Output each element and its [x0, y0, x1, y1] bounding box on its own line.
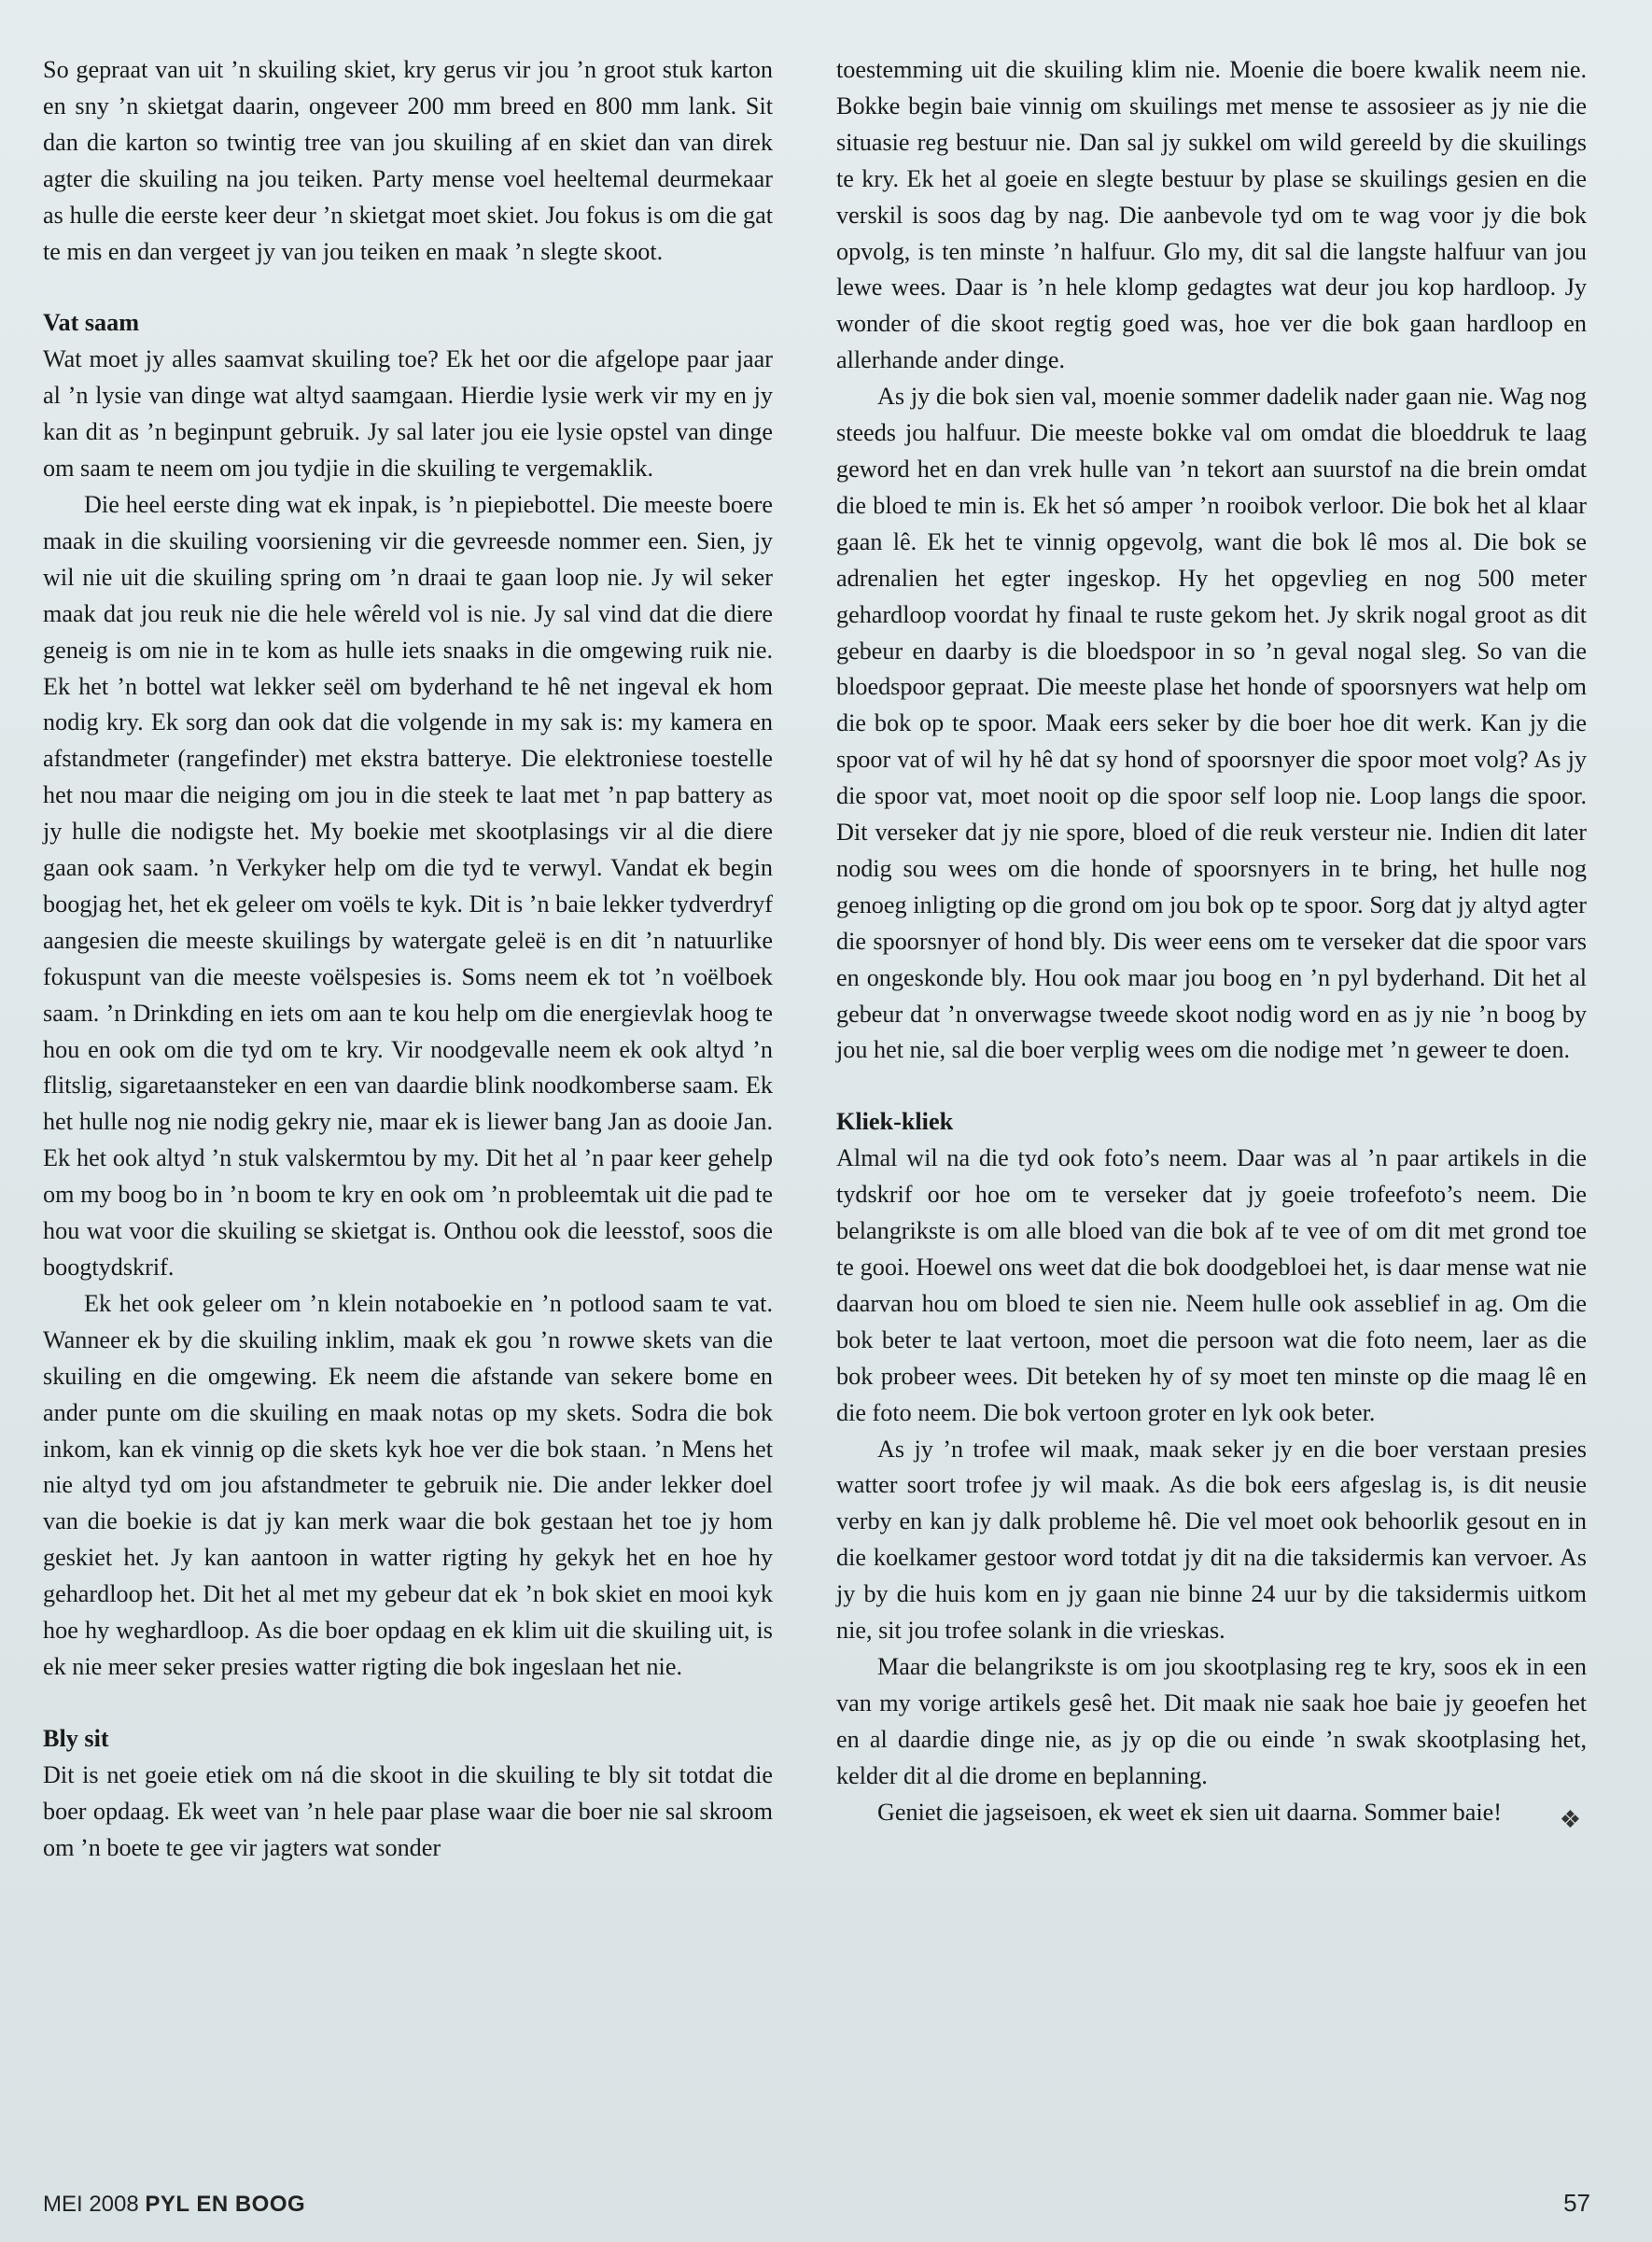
section-heading: Bly sit [43, 1724, 109, 1752]
paragraph [836, 1795, 1587, 1831]
paragraph: So gepraat van uit ’n skuiling skiet, kry gerus vir jou ’n groot stuk karton en sny ’n skietgat daarin, ongeveer 200 mm breed en 800 mm lank. Sit dan die karton so twintig tree van jou skuiling af en skiet dan van direk agter die skuiling na jou teiken. Party mense voel heeltemal deurmekaar as hulle die eerste keer deur ’n skietgat moet skiet. Jou fokus is om die gat te mis en dan vergeet jy van jou teiken en maak ’n slegte skoot. [43, 56, 773, 265]
footer-issue [43, 2192, 305, 2218]
paragraph: As jy die bok sien val, moenie sommer dadelik nader gaan nie. Wag nog steeds jou halfuur. Die meeste bokke val om omdat die bloeddruk te laag geword het en dan vrek hulle van ’n tekort aan suurstof na die brein omdat die bloed te min is. Ek het só amper ’n rooibok verloor. Die bok het al klaar gaan lê. Ek het te vinnig opgevolg, want die bok lê mos al. Die bok se adrenalien het egter ingeskop. Hy het opgevlieg en nog 500 meter gehardloop voordat hy finaal te ruste gekom het. Jy skrik nogal groot as dit gebeur en daarby is die bloedspoor in so ’n geval nogal sleg. So van die bloedspoor gepraat. Die meeste plase het honde of spoorsnyers wat help om die bok op te spoor. Maak eers seker by die boer hoe dit werk. Kan jy die spoor vat of wil hy hê dat sy hond of spoorsnyer die spoor moet volg? As jy die spoor vat, moet nooit op die spoor self loop nie. Loop langs die spoor. Dit verseker dat jy nie spore, bloed of die reuk versteur nie. Indien dit later nodig sou wees om die honde of spoorsnyers in te bring, het hulle nog genoeg inligting op die grond om jou bok op te spoor. Sorg dat jy altyd agter die spoorsnyer of hond bly. Dis weer eens om te verseker dat die spoor vars en ongeskonde bly. Hou ook maar jou boog en ’n pyl byderhand. Dit het al gebeur dat ’n onverwagse tweede skoot nodig word en as jy nie ’n boog by jou het nie, sal die boer verplig wees om die nodige met ’n geweer te doen. [836, 383, 1587, 1064]
page-number: 57 [1563, 2189, 1590, 2217]
magazine-name: PYL EN BOOG [145, 2192, 306, 2217]
section-heading: Vat saam [43, 309, 140, 337]
paragraph: Maar die belangrikste is om jou skootplasing reg te kry, soos ek in een van my vorige artikels gesê het. Dit maak nie saak hoe baie jy geoefen het en al daardie dinge nie, as jy op die ou einde ’n swak skootplasing het, kelder dit al die drome en beplanning. [836, 1652, 1587, 1789]
paragraph: As jy ’n trofee wil maak, maak seker jy en die boer verstaan presies watter soort trofee jy wil maak. As die bok eers afgeslag is, is dit neusie verby en kan jy dalk probleme hê. Die vel moet ook behoorlik gesout en in die koelkamer gestoor word totdat jy dit na die taksidermis kan vervoer. As jy by die huis kom en jy gaan nie binne 24 uur by die taksidermis uitkom nie, sit jou trofee solank in die vrieskas. [836, 1435, 1587, 1645]
right-column [836, 52, 1587, 1839]
end-mark-icon: ❖ [1559, 1805, 1581, 1833]
section-heading: Kliek-kliek [836, 1108, 954, 1136]
closing-text: Geniet die jagseisoen, ek weet ek sien uit daarna. Sommer baie! [877, 1798, 1502, 1826]
paragraph: Wat moet jy alles saamvat skuiling toe? Ek het oor die afgelope paar jaar al ’n lysie van dinge wat altyd saamgaan. Hierdie lysie werk vir my en jy kan dit as ’n beginpunt gebruik. Jy sal later jou eie lysie opstel van dinge om saam te neem om jou tydjie in die skuiling te vergemaklik. [43, 345, 773, 483]
paragraph: Almal wil na die tyd ook foto’s neem. Daar was al ’n paar artikels in die tydskrif oor hoe om te verseker dat jy goeie trofeefoto’s neem. Die belangrikste is om alle bloed van die bok af te vee of om dit met grond toe te gooi. Hoewel ons weet dat die bok doodgebloei het, is daar mense wat nie daarvan hou om bloed te sien nie. Neem hulle ook asseblief in ag. Om die bok beter te laat vertoon, moet die persoon wat die foto neem, laer as die bok probeer wees. Dit beteken hy of sy moet ten minste op die maag lê en die foto neem. Die bok vertoon groter en lyk ook beter. [836, 1144, 1587, 1426]
paragraph: Dit is net goeie etiek om ná die skoot in die skuiling te bly sit totdat die boer opdaag. Ek weet van ’n hele paar plase waar die boer nie sal skroom om ’n boete te gee vir jagters wat sonder [43, 1760, 773, 1861]
paragraph: Ek het ook geleer om ’n klein notaboekie en ’n potlood saam te vat. Wanneer ek by die skuiling inklim, maak ek gou ’n rowwe skets van die skuiling en die omgewing. Ek neem die afstande van sekere bome en ander punte om die skuiling en maak notas op my skets. Sodra die bok inkom, kan ek vinnig op die skets kyk hoe ver die bok staan. ’n Mens het nie altyd tyd om jou afstandmeter te gebruik nie. Die ander lekker doel van die boekie is dat jy kan merk waar die bok gestaan het toe jy hom geskiet het. Jy kan aantoon in watter rigting hy gekyk het en hoe hy gehardloop het. Dit het al met my gebeur dat ek ’n bok skiet en mooi kyk hoe hy weghardloop. As die boer opdaag en ek klim uit die skuiling uit, is ek nie meer seker presies watter rigting die bok ingeslaan het nie. [43, 1289, 773, 1680]
paragraph: toestemming uit die skuiling klim nie. Moenie die boere kwalik neem nie. Bokke begin baie vinnig om skuilings met mense te assosieer as jy nie die situasie reg bestuur nie. Dan sal jy sukkel om wild gereeld by die skuilings te kry. Ek het al goeie en slegte bestuur by plase se skuilings gesien en die verskil is soos dag by nag. Die aanbevole tyd om te wag voor jy die bok opvolg, is ten minste ’n halfuur. Glo my, dit sal die langste halfuur van jou lewe wees. Daar is ’n hele klomp gedagtes wat deur jou kop hardloop. Jy wonder of die skoot regtig goed was, hoe ver die bok gaan hardloop en allerhande ander dinge. [836, 56, 1587, 374]
paragraph: Die heel eerste ding wat ek inpak, is ’n piepiebottel. Die meeste boere maak in die skuiling voorsiening vir die gevreesde nommer een. Sien, jy wil nie uit die skuiling spring om ’n draai te gaan loop nie. Jy wil seker maak dat jou reuk nie die hele wêreld vol is nie. Jy sal vind dat die diere geneig is om nie in te kom as hulle iets snaaks in die omgewing ruik nie. Ek het ’n bottel wat lekker seël om byderhand te hê net ingeval ek hom nodig kry. Ek sorg dan ook dat die volgende in my sak is: my kamera en afstandmeter (rangefinder) met ekstra batterye. Die elektroniese toestelle het nou maar die neiging om jou in die steek te laat met ’n pap battery as jy hulle die nodigste het. My boekie met skootplasings vir al die diere gaan ook saam. ’n Verkyker help om die tyd te verwyl. Vandat ek begin boogjag het, het ek geleer om voëls te kyk. Dit is ’n baie lekker tydverdryf aangesien die meeste skuilings by watergate geleë is en dit ’n natuurlike fokuspunt van die meeste voëlspesies is. Soms neem ek tot ’n voëlboek saam. ’n Drinkding en iets om aan te kou help om die energievlak hoog te hou en ook om die tyd om te kry. Vir noodgevalle neem ek ook altyd ’n flitslig, sigaretaansteker en een van daardie blink noodkomberse saam. Ek het hulle nog nie nodig gekry nie, maar ek is liewer bang Jan as dooie Jan. Ek het ook altyd ’n stuk valskermtou by my. Dit het al ’n paar keer gehelp om my boog bo in ’n boom te kry en ook om ’n probleemtak uit die pad te hou wat voor die skuiling se skietgat is. Onthou ook die leesstof, soos die boogtydskrif. [43, 490, 773, 1281]
issue-date: MEI 2008 [43, 2192, 139, 2217]
left-column [43, 52, 773, 1867]
